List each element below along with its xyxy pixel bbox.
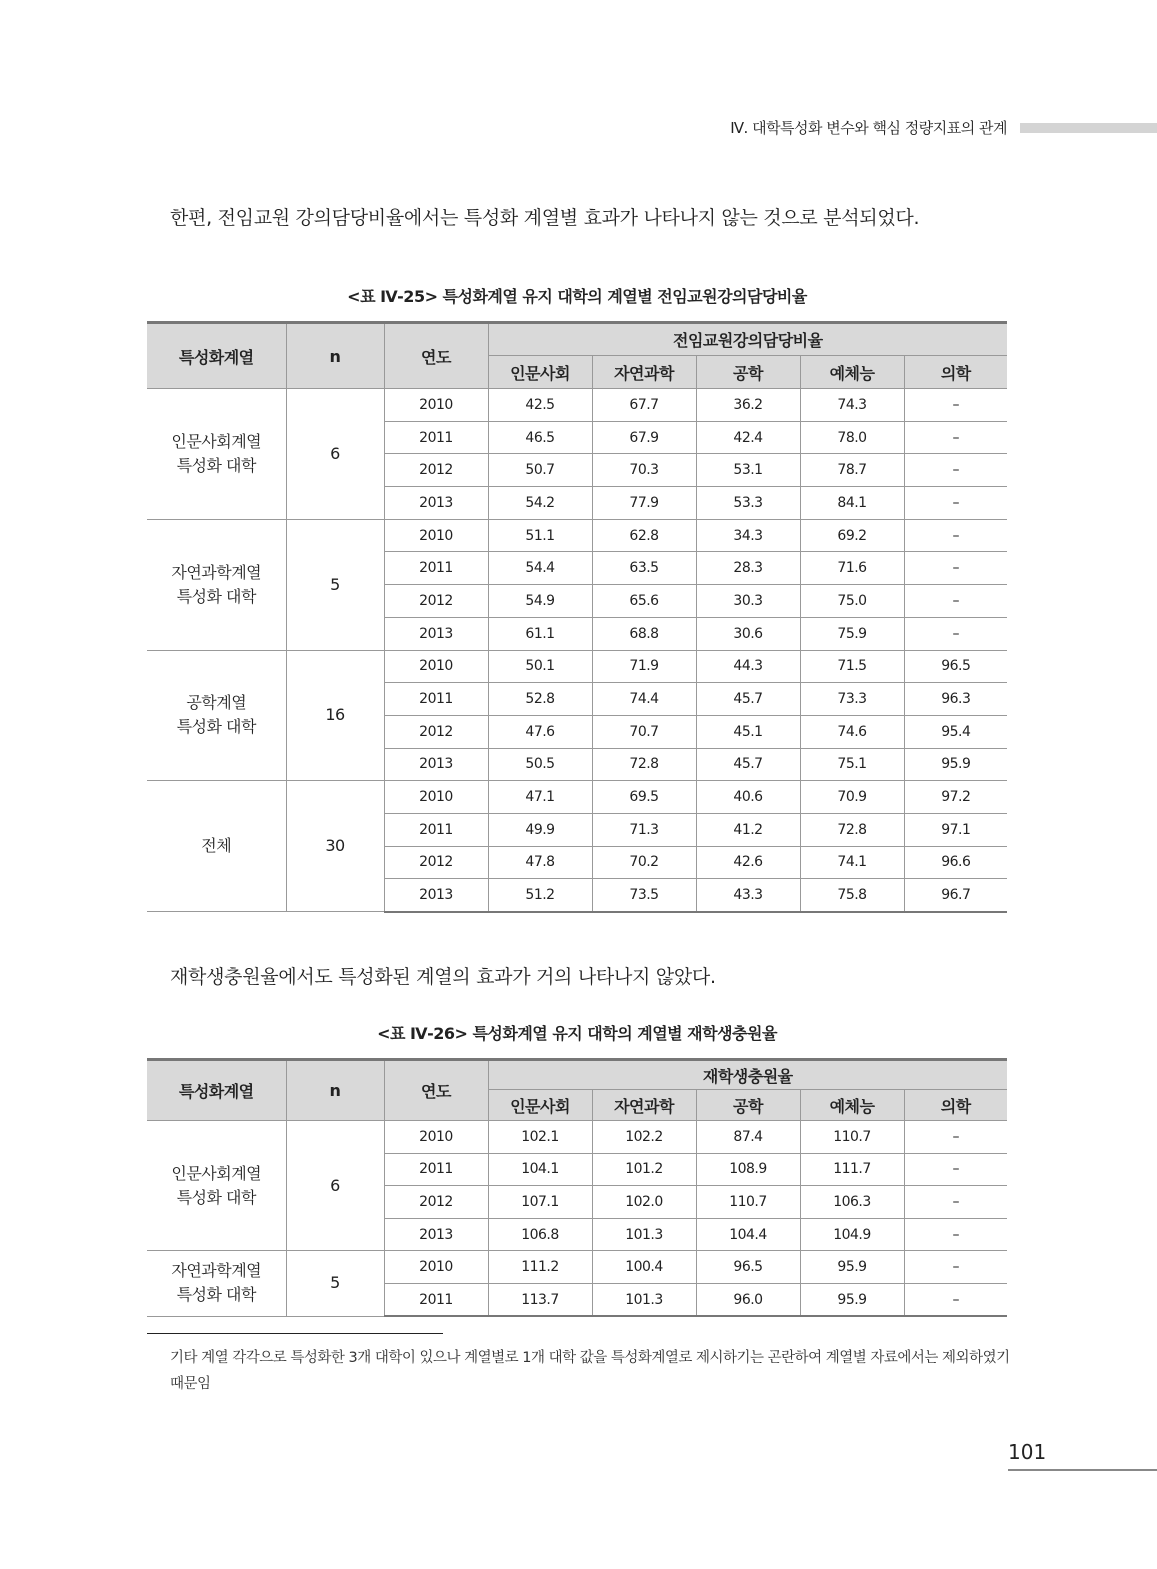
cell: 2010 xyxy=(384,1121,488,1154)
cell: 2013 xyxy=(384,617,488,650)
cell: 69.2 xyxy=(800,519,904,552)
header-col: 의학 xyxy=(904,356,1007,389)
group-name: 공학계열 특성화 대학 xyxy=(147,650,286,781)
table2-caption: <표 Ⅳ-26> 특성화계열 유지 대학의 계열별 재학생충원율 xyxy=(377,1024,777,1043)
cell: 43.3 xyxy=(696,879,800,912)
cell: 2011 xyxy=(384,1283,488,1316)
cell: 54.4 xyxy=(488,552,592,585)
header-bar xyxy=(1020,123,1157,133)
header-col: 공학 xyxy=(696,356,800,389)
cell: 97.1 xyxy=(904,813,1007,846)
cell: – xyxy=(904,1121,1007,1154)
paragraph-1: 한편, 전임교원 강의담당비율에서는 특성화 계열별 효과가 나타나지 않는 것으로 분석되었다. xyxy=(170,207,920,229)
cell: 96.5 xyxy=(696,1251,800,1284)
cell: – xyxy=(904,552,1007,585)
group-name: 인문사회계열 특성화 대학 xyxy=(147,1121,286,1251)
header-span: 전임교원강의담당비율 xyxy=(488,323,1007,356)
table-row xyxy=(147,519,1007,552)
cell: 104.9 xyxy=(800,1218,904,1251)
cell: 65.6 xyxy=(592,585,696,618)
cell: 67.9 xyxy=(592,421,696,454)
cell: – xyxy=(904,617,1007,650)
cell: 52.8 xyxy=(488,683,592,716)
cell: 30.3 xyxy=(696,585,800,618)
cell: 106.3 xyxy=(800,1186,904,1219)
cell: 101.2 xyxy=(592,1153,696,1186)
cell: 50.1 xyxy=(488,650,592,683)
header-group: 특성화계열 xyxy=(147,1060,286,1121)
cell: 50.7 xyxy=(488,454,592,487)
running-header: Ⅳ. 대학특성화 변수와 핵심 정량지표의 관계 xyxy=(730,119,1007,137)
cell: 63.5 xyxy=(592,552,696,585)
cell: 42.5 xyxy=(488,389,592,422)
cell: 101.3 xyxy=(592,1218,696,1251)
header-col: 인문사회 xyxy=(488,356,592,389)
cell: 2012 xyxy=(384,846,488,879)
cell: 45.1 xyxy=(696,715,800,748)
header-span: 재학생충원율 xyxy=(488,1060,1007,1090)
cell: 51.2 xyxy=(488,879,592,912)
cell: – xyxy=(904,1218,1007,1251)
cell: 96.5 xyxy=(904,650,1007,683)
group-n: 30 xyxy=(286,781,384,912)
group-name: 자연과학계열 특성화 대학 xyxy=(147,1251,286,1316)
cell: – xyxy=(904,421,1007,454)
cell: 2012 xyxy=(384,1186,488,1219)
cell: 2012 xyxy=(384,454,488,487)
cell: 74.6 xyxy=(800,715,904,748)
header-col: 의학 xyxy=(904,1090,1007,1121)
cell: 2011 xyxy=(384,813,488,846)
header-year: 연도 xyxy=(384,323,488,389)
cell: – xyxy=(904,519,1007,552)
group-n: 5 xyxy=(286,1251,384,1316)
cell: 2013 xyxy=(384,487,488,520)
cell: 71.3 xyxy=(592,813,696,846)
cell: – xyxy=(904,454,1007,487)
header-n: n xyxy=(286,1060,384,1121)
cell: 2010 xyxy=(384,650,488,683)
cell: 2011 xyxy=(384,552,488,585)
cell: 2010 xyxy=(384,1251,488,1284)
cell: 70.7 xyxy=(592,715,696,748)
cell: 72.8 xyxy=(592,748,696,781)
cell: 104.1 xyxy=(488,1153,592,1186)
cell: 2010 xyxy=(384,781,488,814)
cell: 87.4 xyxy=(696,1121,800,1154)
cell: 74.4 xyxy=(592,683,696,716)
cell: 2011 xyxy=(384,683,488,716)
cell: 95.4 xyxy=(904,715,1007,748)
cell: 50.5 xyxy=(488,748,592,781)
cell: 47.8 xyxy=(488,846,592,879)
cell: 101.3 xyxy=(592,1283,696,1316)
table-row xyxy=(147,389,1007,422)
cell: 78.7 xyxy=(800,454,904,487)
table1-caption: <표 Ⅳ-25> 특성화계열 유지 대학의 계열별 전임교원강의담당비율 xyxy=(347,287,807,306)
group-name: 전체 xyxy=(147,781,286,912)
cell: – xyxy=(904,1186,1007,1219)
cell: 77.9 xyxy=(592,487,696,520)
table-row xyxy=(147,1251,1007,1284)
cell: 75.8 xyxy=(800,879,904,912)
cell: – xyxy=(904,389,1007,422)
cell: 67.7 xyxy=(592,389,696,422)
cell: 95.9 xyxy=(904,748,1007,781)
cell: 73.3 xyxy=(800,683,904,716)
table-row xyxy=(147,650,1007,683)
cell: 54.9 xyxy=(488,585,592,618)
cell: 45.7 xyxy=(696,748,800,781)
cell: 78.0 xyxy=(800,421,904,454)
cell: 62.8 xyxy=(592,519,696,552)
cell: 71.9 xyxy=(592,650,696,683)
cell: 2010 xyxy=(384,389,488,422)
cell: 2012 xyxy=(384,715,488,748)
cell: 45.7 xyxy=(696,683,800,716)
cell: 71.6 xyxy=(800,552,904,585)
cell: 110.7 xyxy=(800,1121,904,1154)
cell: 95.9 xyxy=(800,1251,904,1284)
cell: 2010 xyxy=(384,519,488,552)
header-col: 자연과학 xyxy=(592,356,696,389)
cell: 42.6 xyxy=(696,846,800,879)
cell: 70.3 xyxy=(592,454,696,487)
cell: 107.1 xyxy=(488,1186,592,1219)
cell: 2012 xyxy=(384,585,488,618)
group-n: 6 xyxy=(286,389,384,520)
cell: 44.3 xyxy=(696,650,800,683)
cell: 104.4 xyxy=(696,1218,800,1251)
table-row xyxy=(147,1121,1007,1154)
footnote-divider xyxy=(147,1333,443,1334)
header-n: n xyxy=(286,323,384,389)
cell: 47.1 xyxy=(488,781,592,814)
cell: 2011 xyxy=(384,421,488,454)
cell: 46.5 xyxy=(488,421,592,454)
cell: 41.2 xyxy=(696,813,800,846)
cell: 75.1 xyxy=(800,748,904,781)
cell: 106.8 xyxy=(488,1218,592,1251)
page-number-rule xyxy=(1008,1469,1157,1471)
footnote: 기타 계열 각각으로 특성화한 3개 대학이 있으나 계열별로 1개 대학 값을 특성화계열로 제시하기는 곤란하여 계열별 자료에서는 제외하였기 때문임 xyxy=(170,1350,1010,1392)
cell: 53.1 xyxy=(696,454,800,487)
cell: 54.2 xyxy=(488,487,592,520)
cell: 95.9 xyxy=(800,1283,904,1316)
cell: 47.6 xyxy=(488,715,592,748)
cell: 96.3 xyxy=(904,683,1007,716)
group-n: 6 xyxy=(286,1121,384,1251)
cell: 2013 xyxy=(384,748,488,781)
cell: 28.3 xyxy=(696,552,800,585)
table-row xyxy=(147,781,1007,814)
cell: 100.4 xyxy=(592,1251,696,1284)
cell: 111.2 xyxy=(488,1251,592,1284)
page-number: 101 xyxy=(1008,1440,1047,1464)
cell: 113.7 xyxy=(488,1283,592,1316)
table-2 xyxy=(147,1058,1007,1317)
cell: 2013 xyxy=(384,1218,488,1251)
cell: 42.4 xyxy=(696,421,800,454)
header-group: 특성화계열 xyxy=(147,323,286,389)
header-col: 인문사회 xyxy=(488,1090,592,1121)
cell: 84.1 xyxy=(800,487,904,520)
cell: 70.9 xyxy=(800,781,904,814)
cell: 34.3 xyxy=(696,519,800,552)
cell: 53.3 xyxy=(696,487,800,520)
cell: 70.2 xyxy=(592,846,696,879)
header-year: 연도 xyxy=(384,1060,488,1121)
cell: 49.9 xyxy=(488,813,592,846)
header-col: 공학 xyxy=(696,1090,800,1121)
group-name: 자연과학계열 특성화 대학 xyxy=(147,519,286,650)
cell: 72.8 xyxy=(800,813,904,846)
cell: 61.1 xyxy=(488,617,592,650)
group-n: 5 xyxy=(286,519,384,650)
cell: – xyxy=(904,585,1007,618)
cell: 71.5 xyxy=(800,650,904,683)
cell: 74.1 xyxy=(800,846,904,879)
header-col: 예체능 xyxy=(800,356,904,389)
cell: 2013 xyxy=(384,879,488,912)
cell: 75.0 xyxy=(800,585,904,618)
cell: 102.2 xyxy=(592,1121,696,1154)
cell: 2011 xyxy=(384,1153,488,1186)
cell: 68.8 xyxy=(592,617,696,650)
paragraph-2: 재학생충원율에서도 특성화된 계열의 효과가 거의 나타나지 않았다. xyxy=(170,966,716,988)
cell: 40.6 xyxy=(696,781,800,814)
cell: 30.6 xyxy=(696,617,800,650)
cell: 36.2 xyxy=(696,389,800,422)
cell: 96.7 xyxy=(904,879,1007,912)
cell: – xyxy=(904,1283,1007,1316)
cell: – xyxy=(904,1251,1007,1284)
cell: – xyxy=(904,1153,1007,1186)
header-col: 예체능 xyxy=(800,1090,904,1121)
cell: 102.0 xyxy=(592,1186,696,1219)
cell: 96.0 xyxy=(696,1283,800,1316)
cell: 51.1 xyxy=(488,519,592,552)
table-1 xyxy=(147,321,1007,913)
cell: 96.6 xyxy=(904,846,1007,879)
cell: 74.3 xyxy=(800,389,904,422)
cell: 97.2 xyxy=(904,781,1007,814)
cell: 75.9 xyxy=(800,617,904,650)
cell: 110.7 xyxy=(696,1186,800,1219)
group-n: 16 xyxy=(286,650,384,781)
cell: 111.7 xyxy=(800,1153,904,1186)
cell: 73.5 xyxy=(592,879,696,912)
cell: 108.9 xyxy=(696,1153,800,1186)
cell: – xyxy=(904,487,1007,520)
header-col: 자연과학 xyxy=(592,1090,696,1121)
cell: 102.1 xyxy=(488,1121,592,1154)
group-name: 인문사회계열 특성화 대학 xyxy=(147,389,286,520)
cell: 69.5 xyxy=(592,781,696,814)
